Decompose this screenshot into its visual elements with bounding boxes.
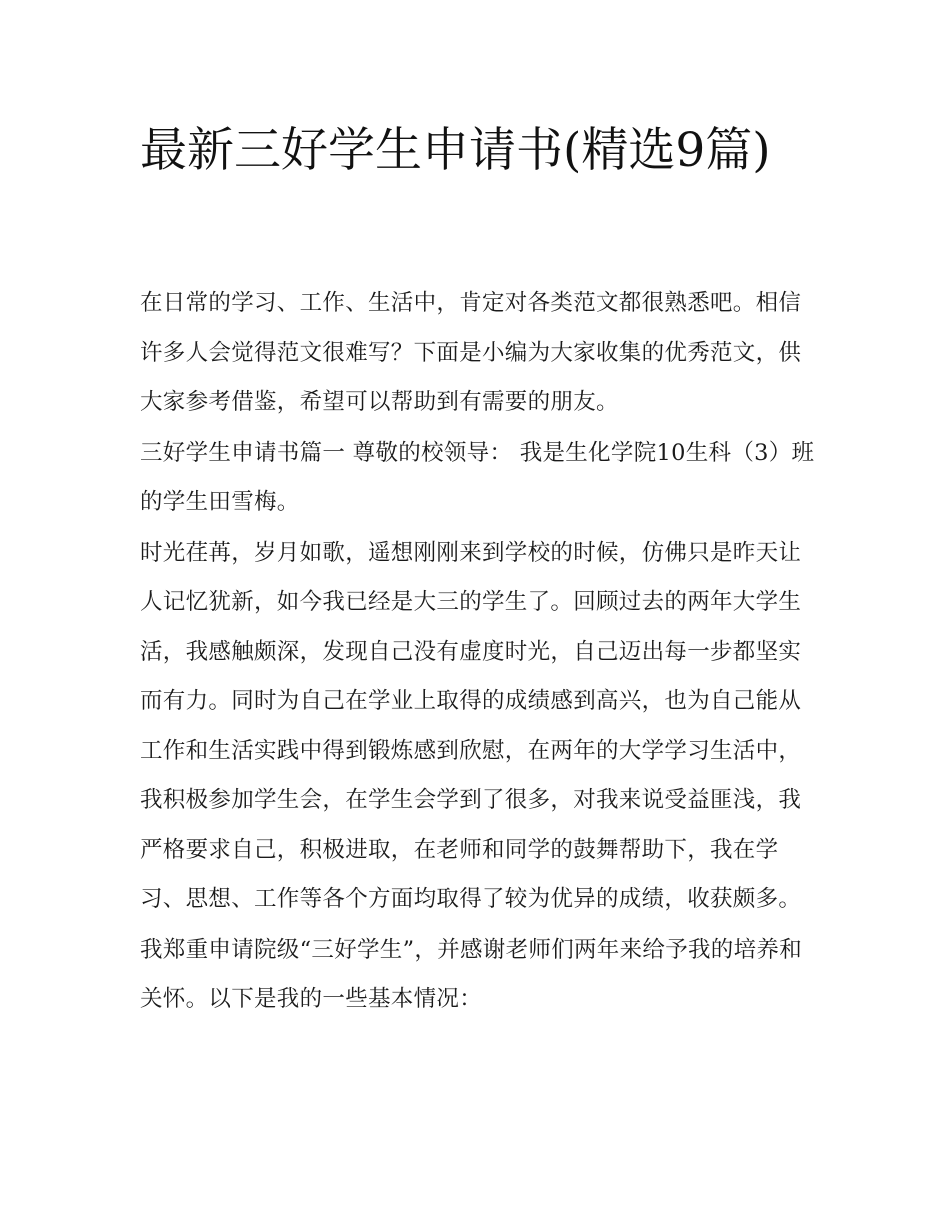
application-paragraph: 我郑重申请院级“三好学生”，并感谢老师们两年来给予我的培养和关怀。以下是我的一些基本情况：: [140, 936, 803, 1012]
intro-paragraph: 在日常的学习、工作、生活中，肯定对各类范文都很熟悉吧。相信许多人会觉得范文很难写？下面是小编为大家收集的优秀范文，供大家参考借鉴，希望可以帮助到有需要的朋友。: [140, 290, 802, 415]
document-body: [140, 279, 820, 1026]
body-paragraph: 时光荏苒，岁月如歌，遥想刚刚来到学校的时候，仿佛只是昨天让人记忆犹新，如今我已经是大三的学生了。回顾过去的两年大学生活，我感触颇深，发现自己没有虚度时光，自己迈出每一步都坚实而有力。同时为自己在学业上取得的成绩感到高兴，也为自己能从工作和生活实践中得到锻炼感到欣慰，在两年的大学学习生活中，我积极参加学生会，在学生会学到了很多，对我来说受益匪浅，我严格要求自己，积极进取，在老师和同学的鼓舞帮助下，我在学习、思想、工作等各个方面均取得了较为优异的成绩，收获颇多。: [140, 539, 802, 912]
document-title: 最新三好学生申请书(精选9篇): [140, 123, 771, 178]
salutation-paragraph: 三好学生申请书篇一 尊敬的校领导： 我是生化学院10生科（3）班的学生田雪梅。: [140, 439, 815, 515]
